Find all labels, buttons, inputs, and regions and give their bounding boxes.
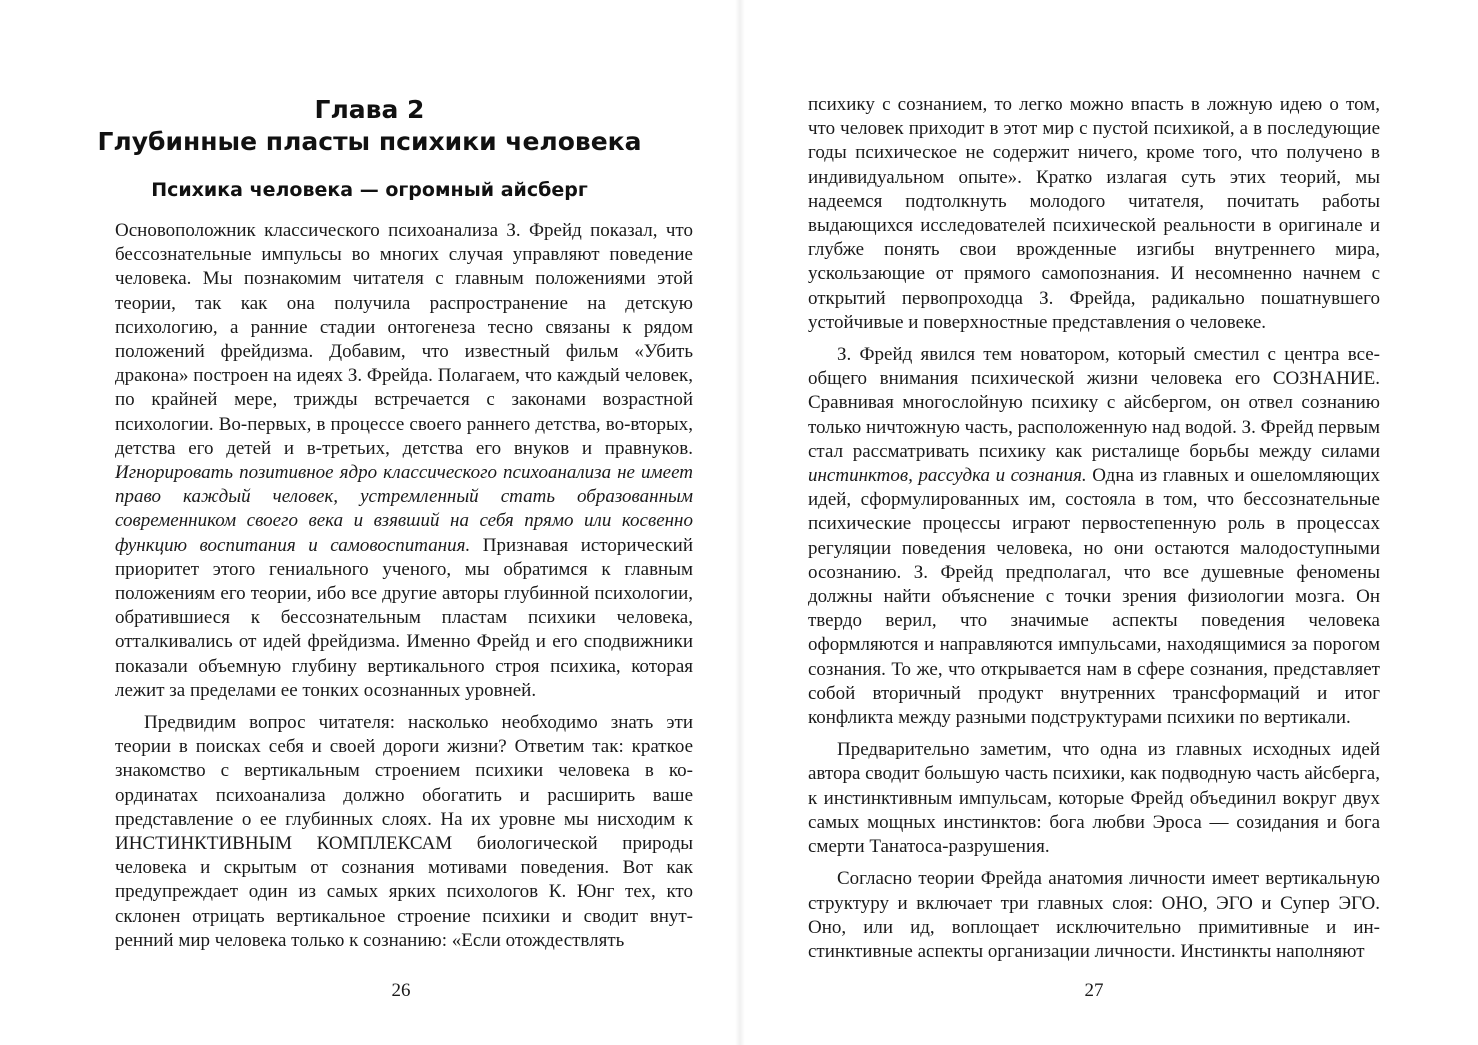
right-page bbox=[739, 0, 1478, 1045]
right-body-text bbox=[808, 93, 1380, 964]
paragraph: Предвидим вопрос читателя: насколько необходимо знать эти теории в поисках себя и своей дороги жизни? Ответим так: краткое знакомство с вертикальным строением психики человека в координатах психоанализа должно обогатить и расширить ваше представление о ее глубинных слоях. На их уровне мы нисходим к ИНСТИНКТИВНЫМ КОМПЛЕКСАМ биологической природы человека и скрытым от сознания мотивами поведения. Вот как предупреждает один из самых ярких психологов К. Юнг тех, кто склонен отрицать вертикальное строение психики и сводит внутренний мир человека только к сознанию: «Если отождествлять bbox=[115, 712, 693, 951]
italic-emphasis: инстинктов, рассудка и сознания. bbox=[808, 465, 1087, 487]
section-title: Психика человека — огромный айсберг bbox=[151, 179, 588, 201]
chapter-number: Глава 2 bbox=[314, 95, 425, 124]
paragraph bbox=[115, 219, 693, 703]
paragraph bbox=[808, 343, 1380, 730]
paragraph: Предварительно заметим, что одна из главных исходных идей автора сводит большую часть психики, как подводную часть айсберга, к инстинктивным импульсам, которые Фрейд объединил вокруг двух самых мощных инстинктов: бога любви Эроса — созидания и бога смерти Танатоса-разрушения. bbox=[808, 739, 1380, 858]
page-number: 27 bbox=[1084, 980, 1104, 1001]
page-number: 26 bbox=[391, 980, 411, 1001]
paragraph: психику с сознанием, то легко можно впасть в ложную идею о том, что человек приходит в этот мир с пустой психикой, а в последующие годы психическое не содержит ничего, кроме того, что получено в индивидуальном опыте». Кратко излагая суть этих теорий, мы надеемся подтолкнуть молодого читателя, почитать работы выдающихся исследователей психической реальности в оригинале и глубже понять свои врожденные изгибы внутреннего мира, ускользающие от прямого самопознания. И несомненно начнем с открытий первопроходца З. Фрейда, радикально пошатнувшего устойчивые и поверхностные представления о человеке. bbox=[808, 94, 1380, 333]
paragraph-text: Признавая исторический приоритет этого гениального ученого, мы обратимся к главным положениям его теории, ибо все другие авторы глубинной психологии, обратившиеся к бессознательным пластам психики человека, отталкивались от идей фрейдизма. Именно Фрейд и его сподвижники показали объемную глубину вертикального строя психика, которая лежит за пределами ее тонких осознанных уровней. bbox=[115, 534, 693, 701]
paragraph-text: З. Фрейд явился тем новатором, который сместил с центра всеобщего внимания психической жизни человека его СОЗНАНИЕ. Сравнивая многослойную психику с айсбергом, он отвел сознанию только ничтожную часть, расположенную над водой. З. Фрейд первым стал рассматривать психику как ристалище борьбы между силами bbox=[808, 344, 1381, 462]
italic-emphasis: Игнорировать позитивное ядро классического психоанализа не имеет право каждый человек, устремленный стать образованным современником своего века и взявший на себя прямо или косвенно функцию воспитания и самовоспитания. bbox=[115, 462, 693, 556]
left-body-text bbox=[115, 219, 693, 953]
paragraph-text: Основоположник классического психоанализа З. Фрейд показал, что бессознательные импульсы во многих случая управляют поведение человека. Мы познакомим читателя с главным положениями этой теории, так как она получила распространение на детскую психологию, а ранние стадии онтогенеза тесно связаны к рядом положений фрейдизма. Добавим, что известный фильм «Убить дракона» построен на идеях З. Фрейда. Полагаем, что каждый человек, по крайней мере, трижды встречается с законами возрастной психологии. Во-первых, в процессе своего раннего детства, во-вторых, детства его детей и в-третьих, детства его внуков и правнуков. bbox=[115, 220, 693, 459]
chapter-title: Глубинные пласты психики человека bbox=[97, 127, 642, 156]
paragraph-text: Одна из главных и ошеломляющих идей, сформулированных им, состояла в том, что бессознательные психические процессы играют первостепенную роль в процессах регуляции поведения человека, но они остаются малодоступными осознанию. З. Фрейд предполагал, что все душевные феномены должны найти объяснение с точки зрения физиологии мозга. Он твердо верил, что значимые аспекты поведения человека оформляются и направляются импульсами, находящимися за порогом сознания. То же, что открывается нам в сфере сознания, представляет собой вторичный продукт внутренних трансформаций и итог конфликта между разными подструктурами психики по вертикали. bbox=[808, 465, 1380, 729]
paragraph: Согласно теории Фрейда анатомия личности имеет вертикальную структуру и включает три главных слоя: ОНО, ЭГО и Супер ЭГО. Оно, или ид, воплощает исключительно примитивные и инстинктивные аспекты организации личности. Инстинкты наполняют bbox=[808, 868, 1380, 962]
